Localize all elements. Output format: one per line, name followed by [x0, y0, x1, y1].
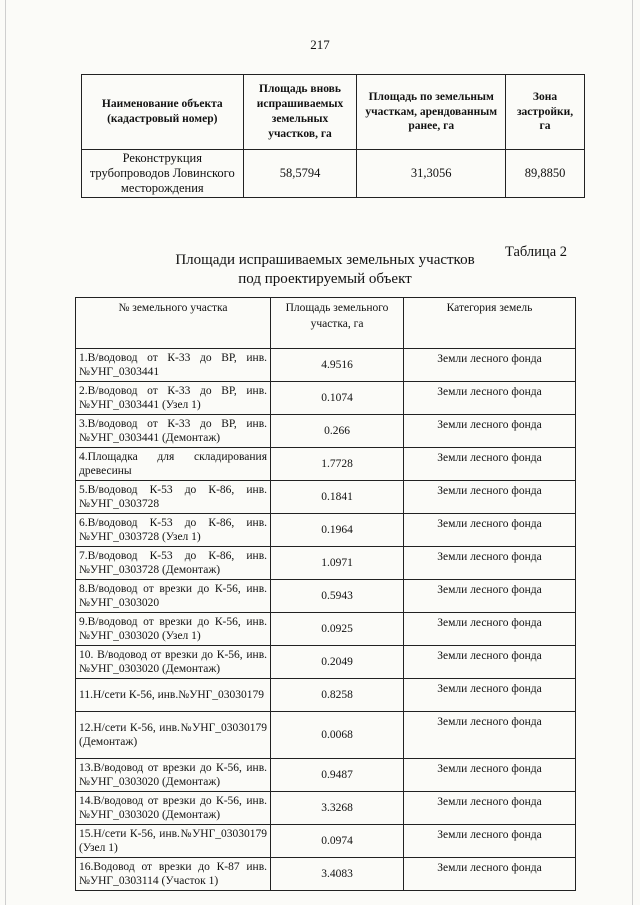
plot-area-cell: 0.0068 — [271, 712, 404, 759]
plot-area-cell: 0.2049 — [271, 646, 404, 679]
land-category-cell: Земли лесного фонда — [404, 613, 576, 646]
plot-name-cell: 5.В/водовод К-53 до К-86, инв.№УНГ_0303728 — [76, 481, 271, 514]
header-plot-number: № земельного участка — [76, 298, 271, 349]
land-category-cell: Земли лесного фонда — [404, 858, 576, 891]
land-category-cell: Земли лесного фонда — [404, 792, 576, 825]
land-category-cell: Земли лесного фонда — [404, 415, 576, 448]
plot-name-cell: 16.Водовод от врезки до К-87 инв.№УНГ_0303114 (Участок 1) — [76, 858, 271, 891]
plot-area-cell: 0.0974 — [271, 825, 404, 858]
plot-name-cell: 8.В/водовод от врезки до К-56, инв.№УНГ_0303020 — [76, 580, 271, 613]
land-category-cell: Земли лесного фонда — [404, 646, 576, 679]
plot-area-cell: 0.266 — [271, 415, 404, 448]
land-category-cell: Земли лесного фонда — [404, 349, 576, 382]
table-row — [76, 613, 576, 646]
plot-name-cell: 7.В/водовод К-53 до К-86, инв.№УНГ_0303728 (Демонтаж) — [76, 547, 271, 580]
table-row — [76, 415, 576, 448]
header-leased-area: Площадь по земельным участкам, арендованным ранее, га — [357, 75, 506, 150]
land-category-cell: Земли лесного фонда — [404, 382, 576, 415]
summary-table — [81, 74, 585, 198]
plot-name-cell: 10. В/водовод от врезки до К-56, инв.№УНГ_0303020 (Демонтаж) — [76, 646, 271, 679]
plots-header-row — [76, 298, 576, 349]
land-category-cell: Земли лесного фонда — [404, 547, 576, 580]
table-row — [76, 679, 576, 712]
plot-name-cell: 3.В/водовод от К-33 до ВР, инв.№УНГ_0303441 (Демонтаж) — [76, 415, 271, 448]
land-category-cell: Земли лесного фонда — [404, 448, 576, 481]
plot-area-cell: 0.1074 — [271, 382, 404, 415]
plot-area-cell: 0.8258 — [271, 679, 404, 712]
table-row — [76, 712, 576, 759]
header-object-name: Наименование объекта (кадастровый номер) — [82, 75, 244, 150]
plot-name-cell: 15.Н/сети К-56, инв.№УНГ_03030179 (Узел 1) — [76, 825, 271, 858]
table-row — [76, 792, 576, 825]
land-category-cell: Земли лесного фонда — [404, 679, 576, 712]
plot-area-cell: 0.5943 — [271, 580, 404, 613]
plot-area-cell: 4.9516 — [271, 349, 404, 382]
header-new-area: Площадь вновь испрашиваемых земельных участков, га — [243, 75, 357, 150]
plot-area-cell: 3.3268 — [271, 792, 404, 825]
table-row — [76, 448, 576, 481]
table-row — [76, 858, 576, 891]
plot-area-cell: 1.7728 — [271, 448, 404, 481]
plot-area-cell: 3.4083 — [271, 858, 404, 891]
land-category-cell: Земли лесного фонда — [404, 481, 576, 514]
land-category-cell: Земли лесного фонда — [404, 514, 576, 547]
table-row — [76, 514, 576, 547]
scan-edge-left — [5, 0, 6, 905]
scan-edge-right — [632, 0, 633, 905]
table-label: Таблица 2 — [504, 244, 567, 260]
land-category-cell: Земли лесного фонда — [404, 825, 576, 858]
plot-area-cell: 0.1841 — [271, 481, 404, 514]
header-plot-area: Площадь земельного участка, га — [271, 298, 404, 349]
plot-name-cell: 2.В/водовод от К-33 до ВР, инв.№УНГ_0303441 (Узел 1) — [76, 382, 271, 415]
page-number: 217 — [310, 37, 330, 52]
plot-area-cell: 0.0925 — [271, 613, 404, 646]
land-category-cell: Земли лесного фонда — [404, 712, 576, 759]
table-title — [75, 251, 575, 289]
summary-header-row — [82, 75, 585, 150]
plot-name-cell: 6.В/водовод К-53 до К-86, инв.№УНГ_0303728 (Узел 1) — [76, 514, 271, 547]
plot-area-cell: 1.0971 — [271, 547, 404, 580]
table-title-line-2: под проектируемый объект — [238, 271, 412, 287]
land-category-cell: Земли лесного фонда — [404, 580, 576, 613]
summary-leased-area: 31,3056 — [357, 150, 506, 198]
header-land-category: Категория земель — [404, 298, 576, 349]
plot-area-cell: 0.1964 — [271, 514, 404, 547]
table-row — [76, 547, 576, 580]
plot-name-cell: 11.Н/сети К-56, инв.№УНГ_03030179 — [76, 679, 271, 712]
table-row — [76, 580, 576, 613]
table-row — [76, 759, 576, 792]
table-row — [76, 382, 576, 415]
table-row — [76, 481, 576, 514]
plots-table — [75, 297, 576, 891]
summary-row — [82, 150, 585, 198]
plot-name-cell: 9.В/водовод от врезки до К-56, инв.№УНГ_0303020 (Узел 1) — [76, 613, 271, 646]
plot-name-cell: 4.Площадка для складирования древесины — [76, 448, 271, 481]
summary-new-area: 58,5794 — [243, 150, 357, 198]
table-row — [76, 646, 576, 679]
table-row — [76, 825, 576, 858]
plot-area-cell: 0.9487 — [271, 759, 404, 792]
header-zone: Зона застройки, га — [506, 75, 585, 150]
land-category-cell: Земли лесного фонда — [404, 759, 576, 792]
plot-name-cell: 1.В/водовод от К-33 до ВР, инв.№УНГ_0303441 — [76, 349, 271, 382]
table-title-line-1: Площади испрашиваемых земельных участков — [175, 252, 475, 268]
summary-object-name: Реконструкция трубопроводов Ловинского месторождения — [82, 150, 244, 198]
plot-name-cell: 12.Н/сети К-56, инв.№УНГ_03030179 (Демонтаж) — [76, 712, 271, 759]
plot-name-cell: 14.В/водовод от врезки до К-56, инв.№УНГ_0303020 (Демонтаж) — [76, 792, 271, 825]
table-row — [76, 349, 576, 382]
plot-name-cell: 13.В/водовод от врезки до К-56, инв.№УНГ_0303020 (Демонтаж) — [76, 759, 271, 792]
summary-zone: 89,8850 — [506, 150, 585, 198]
